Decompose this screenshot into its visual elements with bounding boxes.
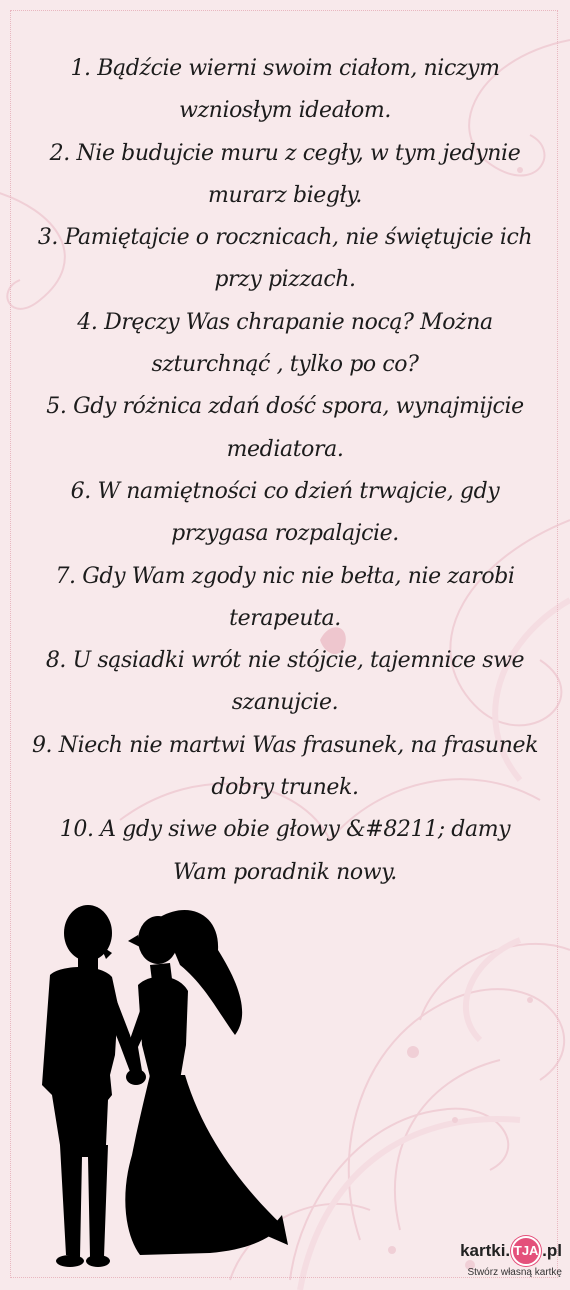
poem-text: Niech nie martwi Was frasunek, na frasunek dobry trunek.: [58, 732, 539, 801]
poem-line: [30, 471, 540, 556]
poem-number: 1.: [70, 56, 91, 81]
poem-number: 8.: [45, 648, 67, 674]
poem-text: Nie budujcie muru z cegły, w tym jedynie murarz biegły.: [76, 140, 521, 208]
poem-line: [30, 809, 540, 894]
poem-number: 9.: [31, 732, 53, 758]
poem-text: A gdy siwe obie głowy &#8211; damy Wam poradnik nowy.: [100, 817, 511, 885]
poem-line: [30, 725, 540, 810]
poem-line: [30, 48, 540, 133]
poem-text: Gdy Wam zgody nic nie bełta, nie zarobi terapeuta.: [82, 563, 515, 631]
poem-number: 10.: [59, 817, 94, 843]
poem-list: [30, 48, 540, 894]
poem-number: 4.: [77, 309, 98, 335]
poem-text: Gdy różnica zdań dość spora, wynajmijcie mediatora.: [73, 394, 524, 462]
wedding-couple-silhouette: [20, 895, 290, 1270]
poem-text: W namiętności co dzień trwajcie, gdy przygasa rozpalajcie.: [97, 478, 500, 547]
logo-suffix: .pl: [542, 1241, 562, 1260]
poem-number: 3.: [37, 225, 59, 251]
logo-badge: TJA: [511, 1236, 541, 1266]
poem-text: Bądźcie wierni swoim ciałom, niczym wzniosłym ideałom.: [97, 56, 500, 124]
poem-line: [30, 217, 540, 302]
poem-number: 2.: [49, 140, 70, 166]
poem-line: [30, 386, 540, 471]
poem-text: Dręczy Was chrapanie nocą? Można szturchnąć , tylko po co?: [104, 309, 493, 378]
poem-line: [30, 302, 540, 387]
poem-number: 5.: [46, 394, 67, 420]
logo-wordmark: [430, 1236, 562, 1266]
poem-line: [30, 556, 540, 641]
poem-number: 7.: [55, 563, 76, 589]
poem-number: 6.: [70, 478, 91, 504]
poem-text: U sąsiadki wrót nie stójcie, tajemnice swe szanujcie.: [72, 648, 525, 716]
poem-text: Pamiętajcie o rocznicach, nie świętujcie ich przy pizzach.: [64, 225, 533, 293]
logo-tagline: Stwórz własną kartkę: [467, 1267, 562, 1278]
kartki-logo[interactable]: [430, 1236, 562, 1284]
poem-line: [30, 640, 540, 725]
logo-prefix: kartki.: [460, 1241, 511, 1260]
poem-line: [30, 133, 540, 218]
